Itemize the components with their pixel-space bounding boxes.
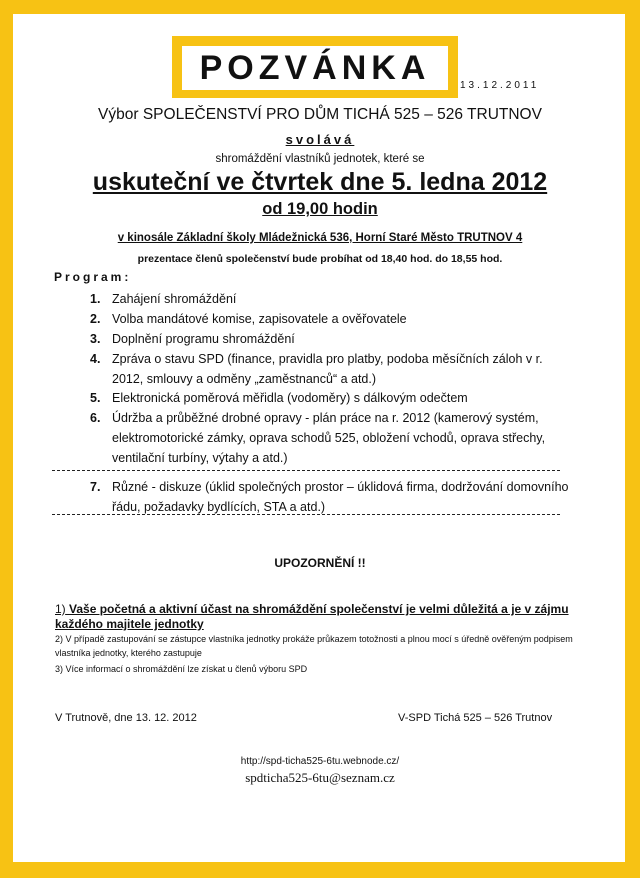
place-and-date: V Trutnově, dne 13. 12. 2012	[55, 712, 197, 724]
program-item-text: Elektronická poměrová měřidla (vodoměry) s dálkovým odečtem	[112, 391, 468, 405]
document-title: POZVÁNKA	[182, 46, 448, 90]
warning-note-1	[55, 602, 575, 632]
warning-note-2: 2) V případě zastupování se zástupce vlastníka jednotky prokáže průkazem totožnosti a plnou mocí s úředně ověřeným podpisem vlastníka jednotky, kterého zastupuje	[55, 634, 573, 658]
program-item-number: 4.	[90, 352, 101, 366]
program-item	[90, 289, 570, 309]
dashed-divider	[52, 470, 560, 471]
program-item-text: Zahájení shromáždění	[112, 292, 237, 306]
meeting-line: shromáždění vlastníků jednotek, které se	[215, 153, 425, 165]
email-link[interactable]: spdticha525-6tu@seznam.cz	[245, 770, 395, 785]
meeting-venue: v kinosále Základní školy Mládežnická 536, Horní Staré Město TRUTNOV 4	[117, 232, 523, 244]
program-item-number: 2.	[90, 312, 101, 326]
program-item-number: 1.	[90, 292, 101, 306]
program-item-text: Volba mandátové komise, zapisovatele a ověřovatele	[112, 312, 407, 326]
program-item-number: 5.	[90, 391, 101, 405]
program-heading: Program:	[54, 270, 132, 284]
meeting-date-headline: uskuteční ve čtvrtek dne 5. ledna 2012	[92, 168, 548, 196]
title-frame	[172, 36, 458, 98]
meeting-time: od 19,00 hodin	[262, 200, 378, 218]
program-item-number: 6.	[90, 411, 101, 425]
warning-note-1-text: Vaše početná a aktivní účast na shromáždění společenství je velmi důležitá a je v zájmu každého majitele jednotky	[55, 602, 569, 631]
program-item	[90, 477, 570, 517]
program-item	[90, 408, 570, 468]
program-item	[90, 388, 570, 408]
program-item	[90, 329, 570, 349]
warning-note-1-number: 1)	[55, 602, 66, 616]
program-item-text: Údržba a průběžné drobné opravy - plán práce na r. 2012 (kamerový systém, elektromotorické zámky, oprava schodů 525, obložení vchodů, oprava střechy, ventilační turbíny, výtahy a atd.)	[112, 411, 546, 465]
signature: V-SPD Tichá 525 – 526 Trutnov	[398, 712, 553, 724]
warning-title: UPOZORNĚNÍ !!	[274, 556, 366, 570]
program-item	[90, 349, 570, 389]
program-item-number: 7.	[90, 480, 101, 494]
committee-line: Výbor SPOLEČENSTVÍ PRO DŮM TICHÁ 525 – 526 TRUTNOV	[98, 106, 542, 123]
program-item-number: 3.	[90, 332, 101, 346]
program-item-text: Doplnění programu shromáždění	[112, 332, 295, 346]
website-link[interactable]: http://spd-ticha525-6tu.webnode.cz/	[240, 756, 400, 767]
registration-note: prezentace členů společenství bude probíhat od 18,40 hod. do 18,55 hod.	[137, 253, 503, 265]
program-item	[90, 309, 570, 329]
program-item-text: Různé - diskuze (úklid společných prostor – úklidová firma, dodržování domovního řádu, požadavky bydlících, STA a atd.)	[112, 480, 569, 514]
dashed-divider	[52, 514, 560, 515]
issue-date: 13.12.2011	[460, 80, 540, 91]
convenes-label: svolává	[285, 132, 355, 147]
program-item-text: Zpráva o stavu SPD (finance, pravidla pro platby, podoba měsíčních záloh v r. 2012, smlouvy a odměny „zaměstnanců“ a atd.)	[112, 352, 543, 386]
warning-note-3: 3) Více informací o shromáždění lze získat u členů výboru SPD	[55, 664, 308, 674]
